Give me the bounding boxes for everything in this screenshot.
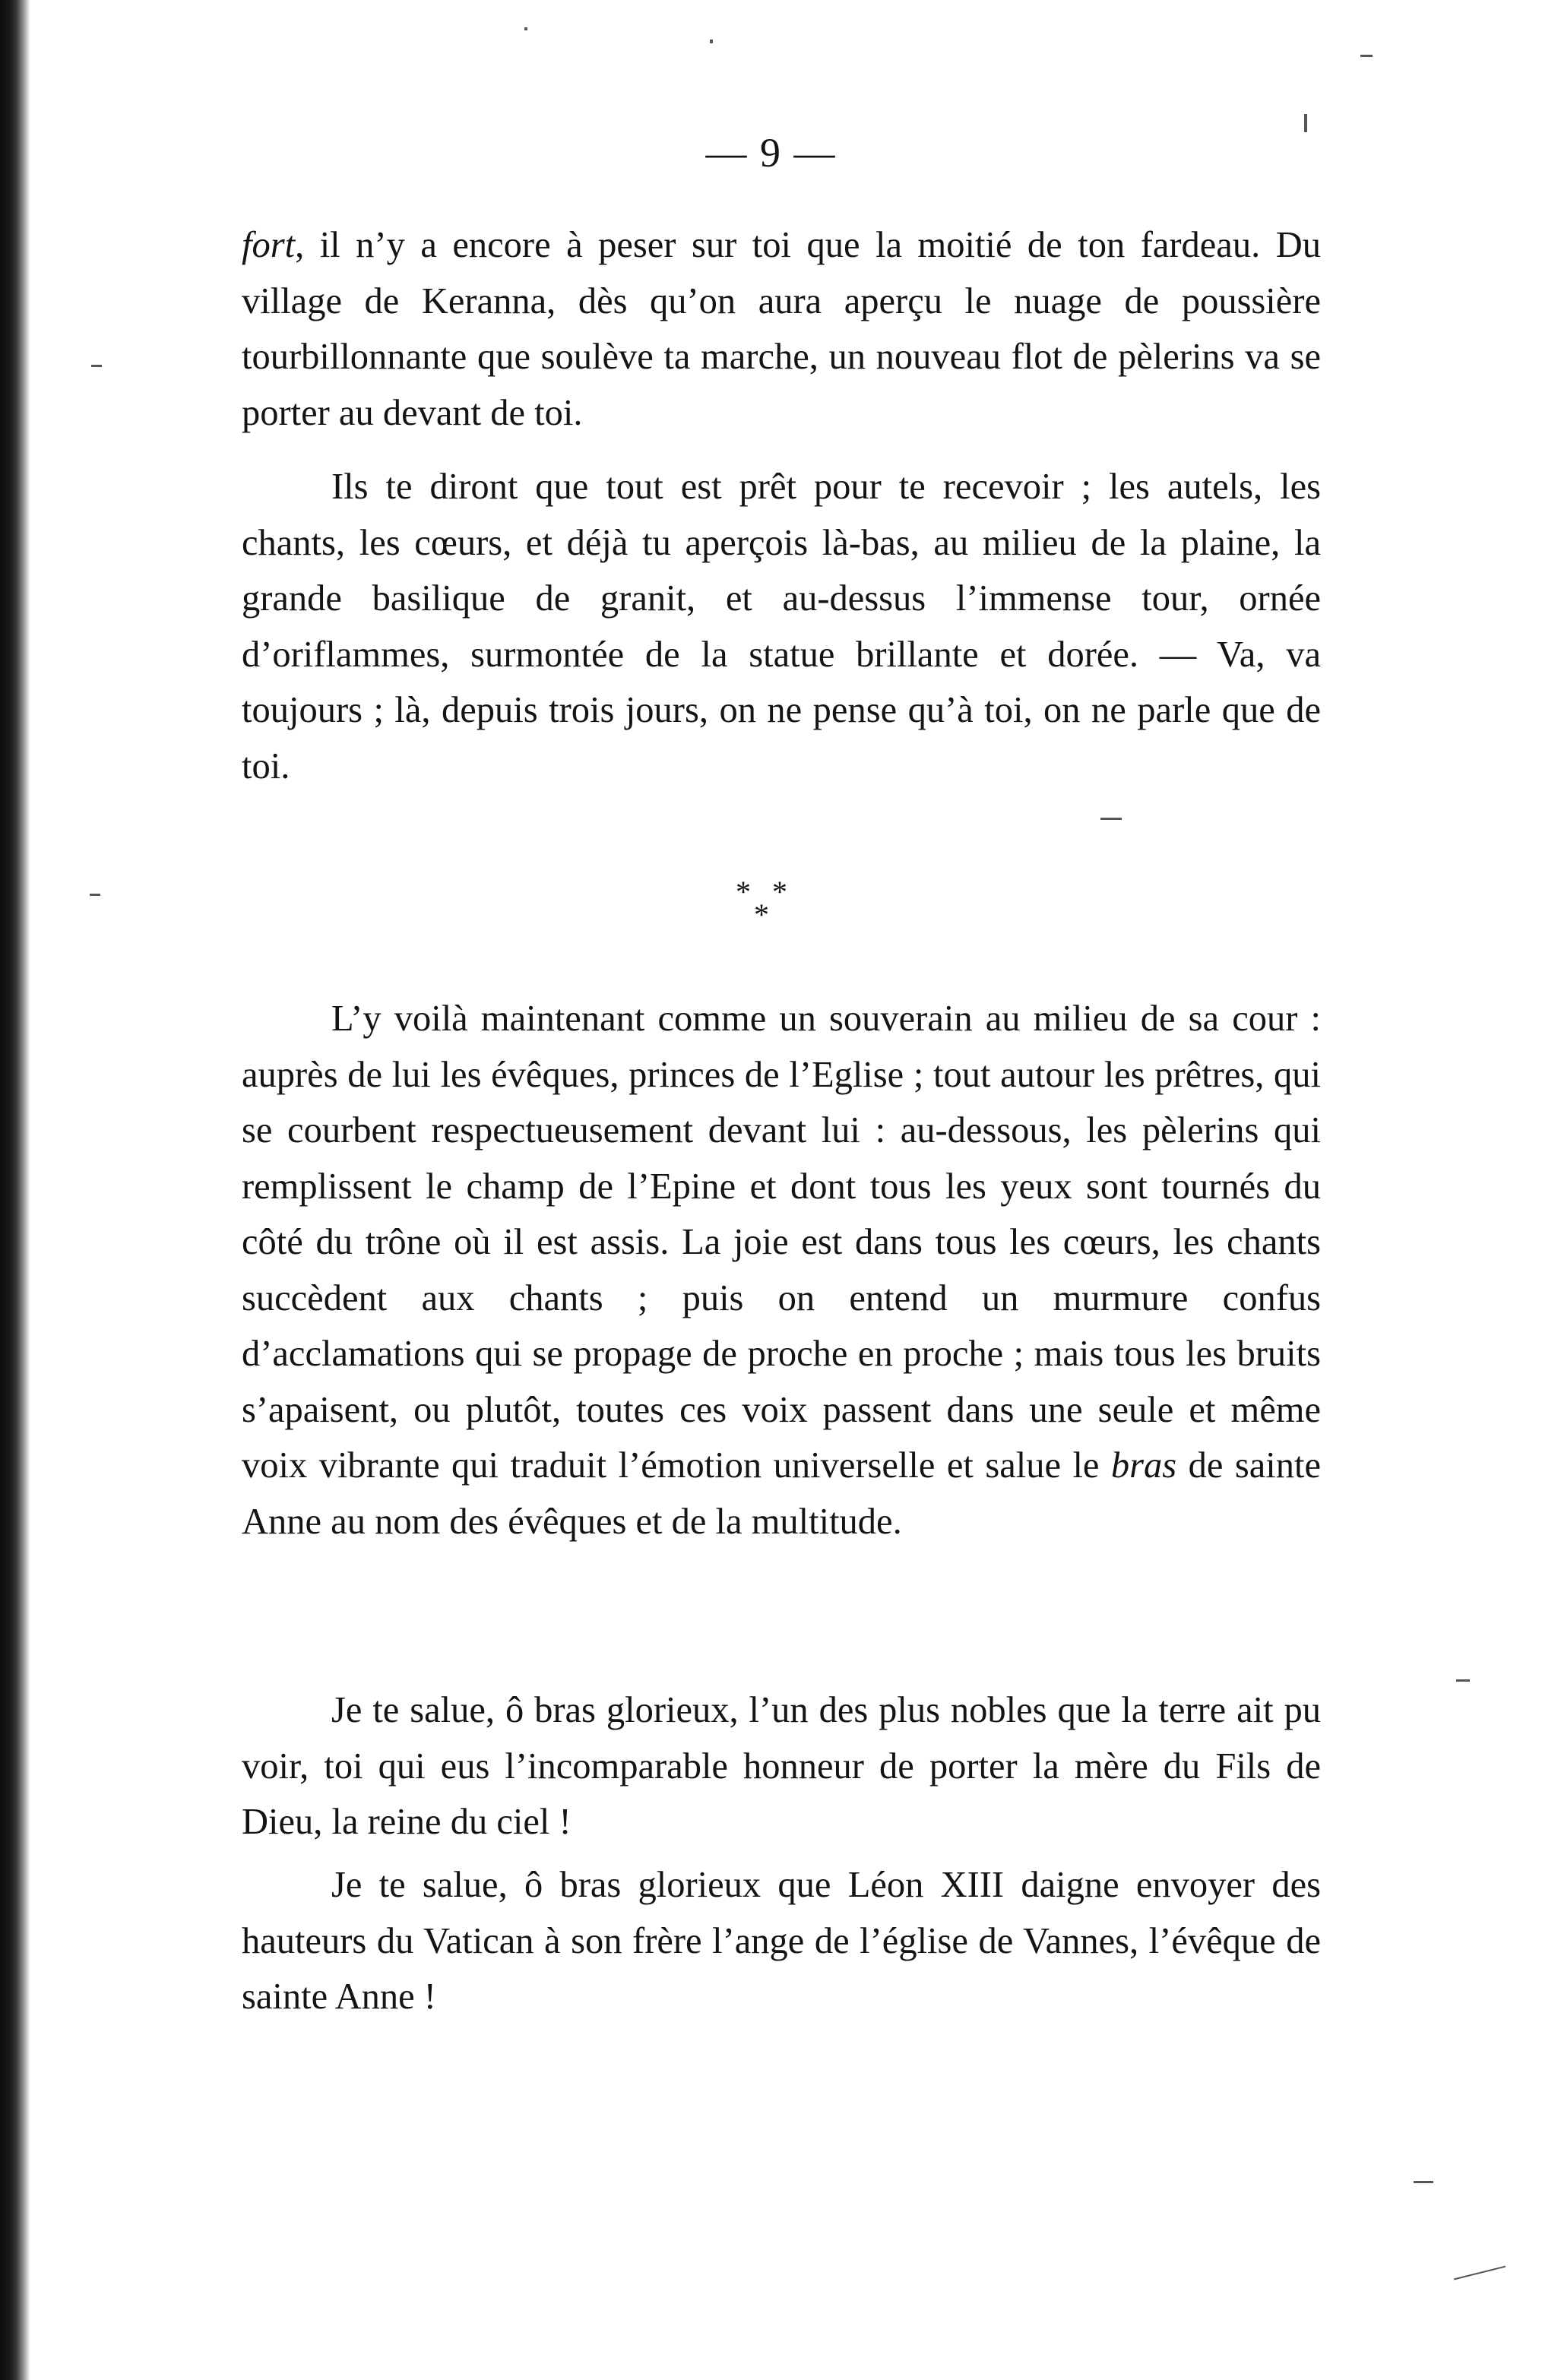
paragraph-3-italic-word: bras [1110,1445,1177,1486]
asterism-star-bottom: * [754,897,769,932]
scan-speck [1454,2266,1506,2280]
scan-speck [91,365,102,367]
paragraph-2 [242,459,1321,794]
paragraph-3-text-end: de sainte Anne au nom des évêques et de la multitude. [242,1445,1322,1542]
paragraph-3-text-start: L’y voilà maintenant comme un souverain au milieu de sa cour : auprès de lui les évêques, princes de l’Eglise ; tout autour les prêtres, qui se courbent respectueusement devant lui : au-dessous, les pèlerins qui remplissent le champ de l’Epine et dont tous les yeux sont tournés du côté du trône où il est assis. La joie est dans tous les cœurs, les chants succèdent aux chants ; puis on entend un murmure confus d’acclamations qui se propage de proche en proche ; mais tous les bruits s’apaisent, ou plutôt, toutes ces voix passent dans une seule et même voix vibrante qui traduit l’émotion universelle et salue le [242,999,1321,1486]
scan-speck [1414,2181,1433,2183]
asterism-star-right: * [772,875,787,909]
paragraph-1-text: , il n’y a encore à peser sur toi que la moitié de ton fardeau. Du village de Keranna, dès qu’on aura aperçu le nuage de poussière tourbillonnante que soulève ta marche, un nouveau flot de pèlerins va se porter au devant de toi. [242,225,1321,433]
scan-speck [1360,55,1373,57]
paragraph-5 [242,1857,1321,2025]
scan-speck [710,40,713,43]
paragraph-5-text: Je te salue, ô bras glorieux que Léon XIII daigne envoyer des hauteurs du Vatican à son frère l’ange de l’église de Vannes, l’évêque de sainte Anne ! [242,1865,1321,2017]
scan-speck [1100,818,1122,820]
section-break-asterism [730,874,798,935]
scan-speck [1456,1679,1470,1682]
paragraph-3 [242,991,1321,1549]
paragraph-1 [242,217,1321,441]
scan-speck [524,27,527,30]
paragraph-1-italic-word: fort [242,225,296,265]
scan-speck [90,894,100,896]
page-number: — 9 — [705,130,837,176]
asterism-star-left: * [736,875,751,909]
book-spine-shadow [0,0,30,2380]
scan-speck [1304,114,1307,132]
paragraph-4-text: Je te salue, ô bras glorieux, l’un des plus nobles que la terre ait pu voir, toi qui eus l’incomparable honneur de porter la mère du Fils de Dieu, la reine du ciel ! [242,1690,1321,1842]
paragraph-4 [242,1682,1321,1850]
paragraph-2-text: Ils te diront que tout est prêt pour te recevoir ; les autels, les chants, les cœurs, et déjà tu aperçois là-bas, au milieu de la plaine, la grande basilique de granit, et au-dessus l’immense tour, ornée d’oriflammes, surmontée de la statue brillante et dorée. — Va, va toujours ; là, depuis trois jours, on ne pense qu’à toi, on ne parle que de toi. [242,467,1321,786]
